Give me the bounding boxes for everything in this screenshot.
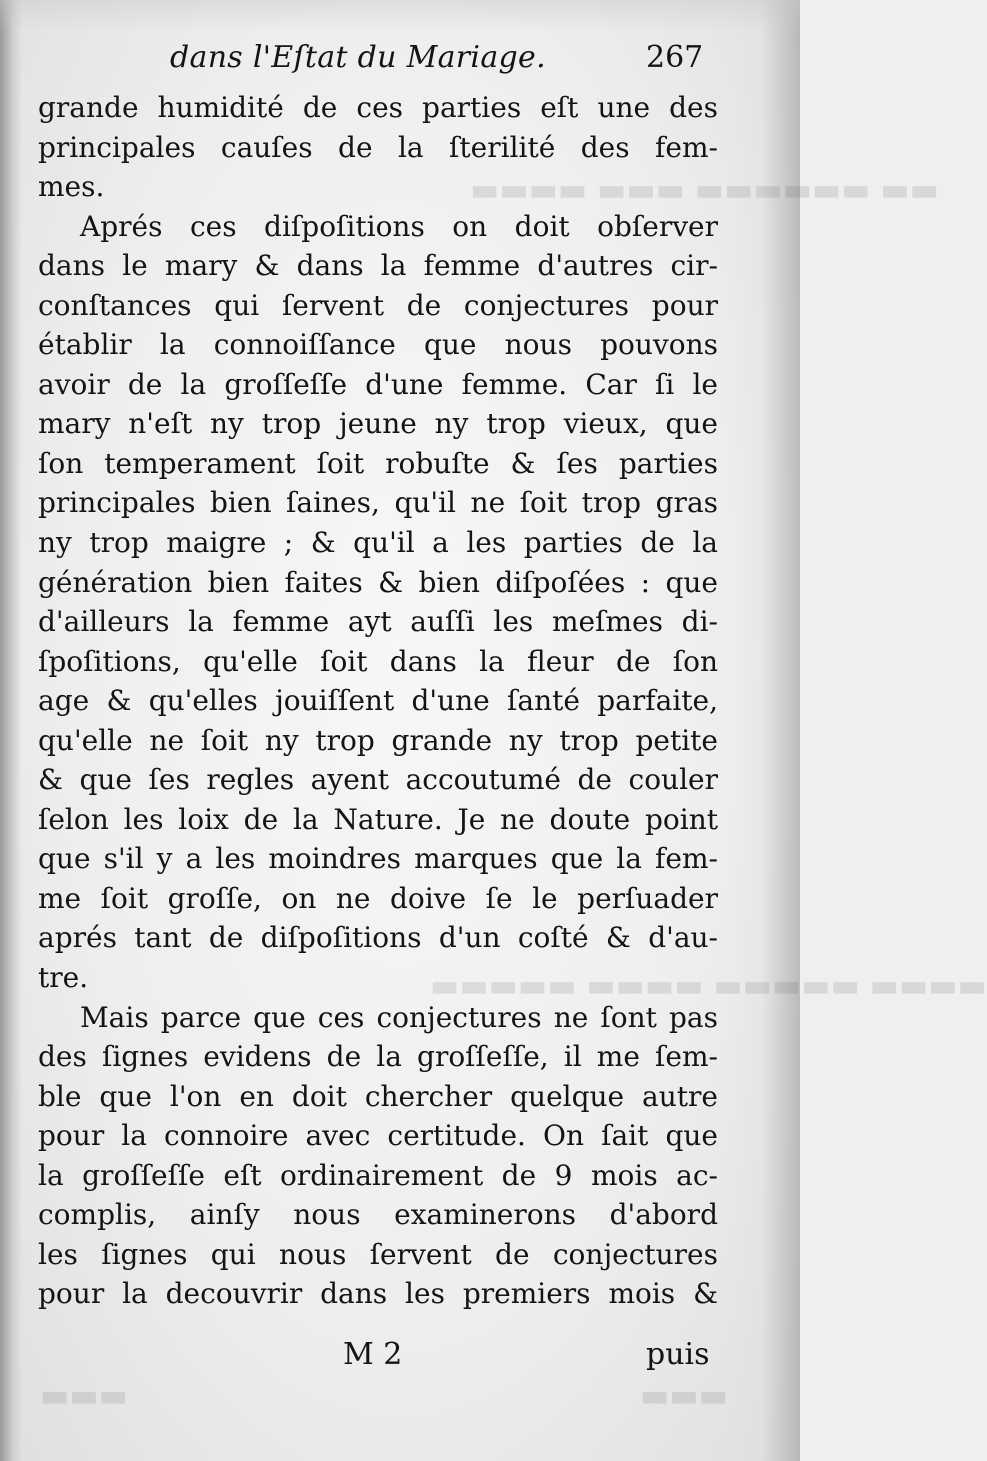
text-line: principales cauſes de la ſterilité des fem- bbox=[38, 130, 718, 164]
top-shading bbox=[0, 0, 800, 32]
text-line: avoir de la groſſeſſe d'une femme. Car ſi le bbox=[38, 367, 718, 401]
text-line: génération bien faites & bien diſpoſées : que bbox=[38, 565, 718, 599]
signature-mark: M 2 bbox=[343, 1337, 403, 1372]
show-through: ▬▬▬▬ ▬▬▬▬▬ ▬▬▬▬ ▬▬▬▬▬ bbox=[430, 968, 987, 1004]
text-line: la groſſeſſe eſt ordinairement de 9 mois ac- bbox=[38, 1158, 718, 1192]
text-line: complis, ainſy nous examinerons d'abord bbox=[38, 1198, 718, 1232]
text-line: mes. bbox=[38, 170, 105, 204]
text-line: Aprés ces diſpoſitions on doit obſerver bbox=[80, 209, 718, 243]
text-line: ſelon les loix de la Nature. Je ne doute point bbox=[38, 802, 718, 836]
text-line: dans le mary & dans la femme d'autres cir- bbox=[38, 249, 718, 283]
text-line: établir la connoiſſance que nous pouvons bbox=[38, 328, 718, 362]
text-line: tre. bbox=[38, 961, 89, 995]
text-line: grande humidité de ces parties eſt une des bbox=[38, 91, 718, 124]
gutter-shadow bbox=[0, 0, 22, 1461]
text-line: les ſignes qui nous ſervent de conjectures bbox=[38, 1237, 718, 1271]
text-line: me ſoit groſſe, on ne doive ſe le perſuader bbox=[38, 881, 718, 915]
show-through: ▬▬ ▬▬▬▬▬▬ ▬▬▬ ▬▬▬▬ bbox=[470, 172, 939, 208]
text-line: ble que l'on en doit chercher quelque autre bbox=[38, 1079, 718, 1113]
page-number: 267 bbox=[646, 40, 704, 75]
text-line: ſpoſitions, qu'elle ſoit dans la fleur de ſon bbox=[38, 644, 718, 678]
show-through: ▬▬▬ bbox=[640, 1378, 728, 1414]
text-line: conſtances qui ſervent de conjectures pour bbox=[38, 288, 718, 322]
text-line: aprés tant de diſpoſitions d'un coſté & d'au- bbox=[38, 921, 718, 955]
text-line: ſon temperament ſoit robuſte & ſes parties bbox=[38, 446, 718, 480]
text-line: des ſignes evidens de la groſſeſſe, il me ſem- bbox=[38, 1040, 718, 1074]
running-head: dans l'Eſtat du Mariage. bbox=[170, 40, 546, 75]
text-line: pour la connoire avec certitude. On ſait que bbox=[38, 1119, 718, 1153]
text-line: age & qu'elles jouiſſent d'une ſanté parfaite, bbox=[38, 684, 718, 718]
text-line: d'ailleurs la femme ayt auſſi les meſmes di- bbox=[38, 605, 718, 639]
text-line: ny trop maigre ; & qu'il a les parties de la bbox=[38, 526, 718, 560]
text-line: qu'elle ne ſoit ny trop grande ny trop petite bbox=[38, 723, 718, 757]
text-line: que s'il y a les moindres marques que la fem- bbox=[38, 842, 718, 876]
catchword: puis bbox=[646, 1337, 710, 1372]
text-line: mary n'eſt ny trop jeune ny trop vieux, que bbox=[38, 407, 718, 441]
text-body bbox=[38, 88, 718, 1314]
text-line: principales bien ſaines, qu'il ne ſoit trop gras bbox=[38, 486, 718, 520]
text-line: pour la decouvrir dans les premiers mois & bbox=[38, 1277, 718, 1311]
text-line: Mais parce que ces conjectures ne ſont pas bbox=[80, 1000, 718, 1034]
edge-shadow bbox=[730, 0, 800, 1461]
text-line: & que ſes regles ayent accoutumé de couler bbox=[38, 763, 718, 797]
show-through: ▬▬▬ bbox=[40, 1378, 128, 1414]
